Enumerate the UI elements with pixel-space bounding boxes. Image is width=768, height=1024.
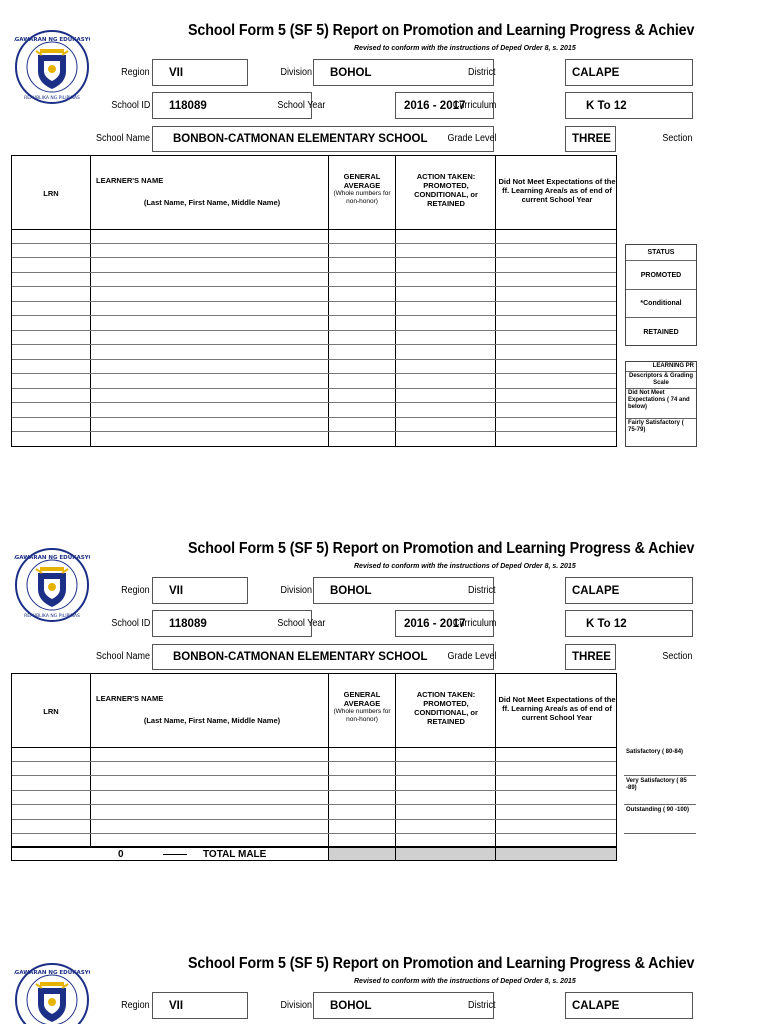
section-label: Section (661, 651, 692, 662)
form-title: School Form 5 (SF 5) Report on Promotion and Learning Progress & Achiev (188, 955, 695, 972)
division-field[interactable]: BOHOL (313, 992, 494, 1019)
division-label: Division (280, 585, 312, 596)
deped-seal-logo (14, 547, 90, 623)
action-taken-header: ACTION TAKEN: PROMOTED, CONDITIONAL, or RETAINED (414, 690, 478, 726)
general-average-header: GENERAL AVERAGE (Whole numbers for non-honor) (333, 172, 391, 205)
school-name-field[interactable]: BONBON-CATMONAN ELEMENTARY SCHOOL (152, 126, 494, 152)
region-label: Region (121, 67, 150, 78)
learner-name-header: LEARNER'S NAME (96, 176, 164, 185)
form-page-1 (0, 12, 700, 452)
lp-very-satisfactory: Very Satisfactory ( 85 -89) (624, 776, 696, 805)
form-subtitle: Revised to conform with the instructions of Deped Order 8, s. 2015 (354, 563, 576, 570)
region-field[interactable]: VII (152, 577, 248, 604)
status-conditional: *Conditional (626, 290, 696, 318)
school-year-field[interactable]: 2016 - 2017 (395, 610, 494, 637)
learning-progress-header: LEARNING PR (626, 362, 696, 372)
form-title: School Form 5 (SF 5) Report on Promotion and Learning Progress & Achiev (188, 22, 695, 39)
grade-level-field[interactable]: THREE (565, 644, 616, 670)
total-dash (163, 854, 187, 855)
deped-seal-logo (14, 29, 90, 105)
school-id-label: School ID (110, 618, 150, 629)
descriptors-header: Descriptors & Grading Scale (626, 372, 696, 389)
status-header: STATUS (626, 245, 696, 261)
school-year-field[interactable]: 2016 - 2017 (395, 92, 494, 119)
form-page-2 (0, 530, 700, 870)
region-label: Region (121, 585, 150, 596)
lrn-header: LRN (43, 707, 59, 716)
division-label: Division (280, 1000, 312, 1011)
school-id-field[interactable]: 118089 (152, 610, 312, 637)
grade-level-label: Grade Level (446, 651, 496, 662)
status-promoted: PROMOTED (626, 261, 696, 290)
district-label: District (468, 585, 496, 596)
school-year-label: School Year (276, 618, 325, 629)
learning-progress-legend (625, 361, 697, 447)
curriculum-label: Curriculum (452, 100, 496, 111)
grade-level-label: Grade Level (446, 133, 496, 144)
district-label: District (468, 67, 496, 78)
learner-name-subheader: (Last Name, First Name, Middle Name) (143, 198, 281, 207)
school-id-field[interactable]: 118089 (152, 92, 312, 119)
total-male-label: TOTAL MALE (203, 849, 267, 860)
region-field[interactable]: VII (152, 59, 248, 86)
learner-table (11, 155, 617, 447)
school-name-label: School Name (95, 651, 150, 662)
district-label: District (468, 1000, 496, 1011)
status-retained: RETAINED (643, 328, 679, 336)
general-average-header: GENERAL AVERAGE (Whole numbers for non-honor) (333, 690, 391, 723)
region-field[interactable]: VII (152, 992, 248, 1019)
did-not-meet-header: Did Not Meet Expectations of the ff. Learning Area/s as of end of current School Year (498, 695, 616, 722)
curriculum-field[interactable]: K To 12 (565, 92, 693, 119)
division-field[interactable]: BOHOL (313, 577, 494, 604)
district-field[interactable]: CALAPE (565, 577, 693, 604)
form-title: School Form 5 (SF 5) Report on Promotion and Learning Progress & Achiev (188, 540, 695, 557)
learner-name-header: LEARNER'S NAME (96, 694, 164, 703)
form-page-3 (0, 945, 700, 1024)
lp-outstanding: Outstanding ( 90 -100) (624, 805, 696, 834)
school-name-label: School Name (95, 133, 150, 144)
school-year-label: School Year (276, 100, 325, 111)
curriculum-field[interactable]: K To 12 (565, 610, 693, 637)
lp-fairly-satisfactory: Fairly Satisfactory ( 75-79) (628, 420, 684, 433)
total-male-count: 0 (118, 849, 124, 860)
district-field[interactable]: CALAPE (565, 59, 693, 86)
did-not-meet-header: Did Not Meet Expectations of the ff. Learning Area/s as of end of current School Year (498, 177, 616, 204)
learner-table (11, 673, 617, 847)
section-label: Section (661, 133, 692, 144)
school-id-label: School ID (110, 100, 150, 111)
curriculum-label: Curriculum (452, 618, 496, 629)
division-label: Division (280, 67, 312, 78)
deped-seal-logo (14, 962, 90, 1024)
learner-name-subheader: (Last Name, First Name, Middle Name) (143, 716, 281, 725)
status-legend (625, 244, 697, 346)
lp-did-not-meet: Did Not Meet Expectations ( 74 and below) (626, 389, 696, 419)
total-male-row (11, 847, 617, 861)
district-field[interactable]: CALAPE (565, 992, 693, 1019)
school-name-field[interactable]: BONBON-CATMONAN ELEMENTARY SCHOOL (152, 644, 494, 670)
lrn-header: LRN (43, 189, 59, 198)
region-label: Region (121, 1000, 150, 1011)
form-subtitle: Revised to conform with the instructions of Deped Order 8, s. 2015 (354, 978, 576, 985)
action-taken-header: ACTION TAKEN: PROMOTED, CONDITIONAL, or RETAINED (414, 172, 478, 208)
grade-level-field[interactable]: THREE (565, 126, 616, 152)
lp-satisfactory: Satisfactory ( 80-84) (624, 747, 696, 776)
form-subtitle: Revised to conform with the instructions of Deped Order 8, s. 2015 (354, 45, 576, 52)
learning-progress-legend-cont (624, 747, 696, 834)
division-field[interactable]: BOHOL (313, 59, 494, 86)
